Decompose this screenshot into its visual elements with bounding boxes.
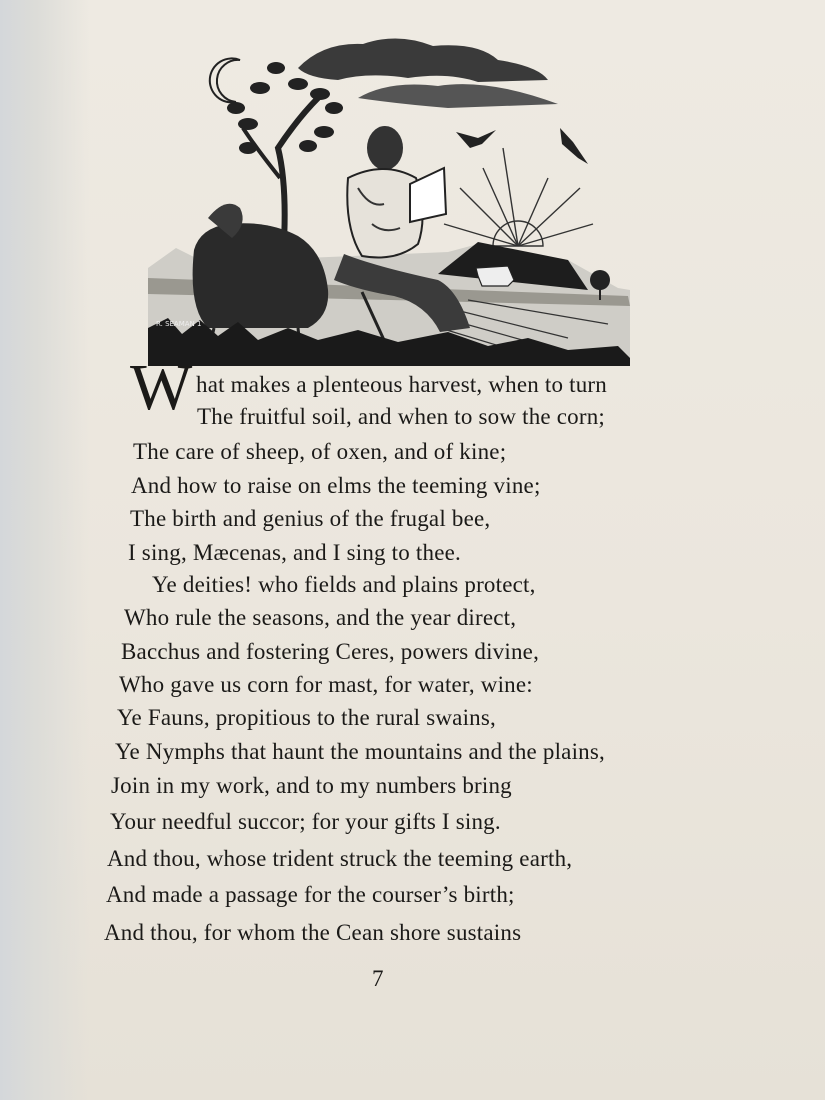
poem-line: Who gave us corn for mast, for water, wine: <box>119 672 533 697</box>
poem-line: And thou, for whom the Cean shore sustains <box>104 920 522 945</box>
poem-line: Your needful succor; for your gifts I sing. <box>110 809 501 834</box>
poem-line: And made a passage for the courser’s birth; <box>106 882 515 907</box>
poem-line: Join in my work, and to my numbers bring <box>111 773 512 798</box>
poem-line: The care of sheep, of oxen, and of kine; <box>133 439 507 464</box>
page-number: 7 <box>372 966 384 991</box>
illustration-signature: R. SEAMAN 1 <box>156 320 202 328</box>
poem-line: Ye Fauns, propitious to the rural swains, <box>117 705 496 730</box>
poem-line: And how to raise on elms the teeming vine; <box>131 473 541 498</box>
drop-cap: W <box>130 351 193 424</box>
poem-line: The birth and genius of the frugal bee, <box>130 506 491 531</box>
poem-line: Who rule the seasons, and the year direct, <box>124 605 517 630</box>
poem-line: Ye deities! who fields and plains protect, <box>152 572 536 597</box>
poem-line: hat makes a plenteous harvest, when to turn <box>196 372 607 397</box>
poem-line: I sing, Mæcenas, and I sing to thee. <box>128 540 461 565</box>
poem-line: The fruitful soil, and when to sow the corn; <box>197 404 606 429</box>
poem-line: And thou, whose trident struck the teeming earth, <box>107 846 573 871</box>
poem-line: Ye Nymphs that haunt the mountains and the plains, <box>115 739 605 764</box>
poem-line: Bacchus and fostering Ceres, powers divine, <box>121 639 540 664</box>
